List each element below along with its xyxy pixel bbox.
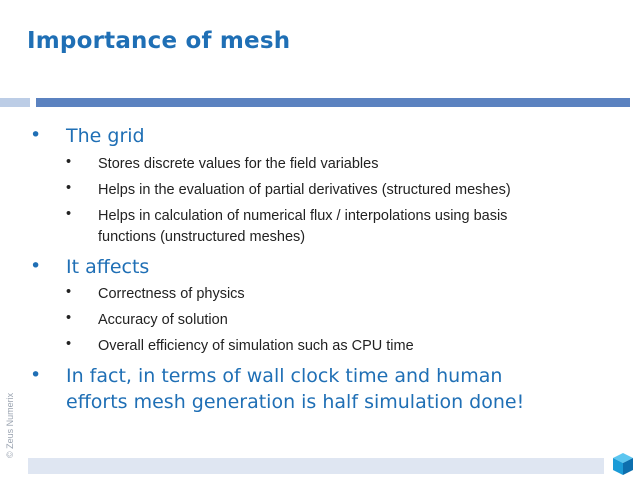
slide-title: Importance of mesh — [27, 28, 291, 54]
sub-bullet-text: Helps in the evaluation of partial derivatives (structured meshes) — [98, 182, 511, 198]
sub-bullet-dot: • — [66, 206, 72, 222]
sub-bullet-text: Correctness of physics — [98, 286, 245, 302]
bullet-dot: • — [30, 364, 42, 386]
sub-bullet-dot: • — [66, 180, 72, 196]
bullet-text-line-1: In fact, in terms of wall clock time and human — [66, 365, 503, 387]
sub-bullet-dot: • — [66, 284, 72, 300]
footer-band — [28, 458, 604, 474]
title-divider-left — [0, 98, 30, 107]
bullet-text: The grid — [66, 125, 145, 147]
bullet-text: It affects — [66, 256, 150, 278]
sub-bullet-text: Overall efficiency of simulation such as CPU time — [98, 338, 414, 354]
bullet-dot: • — [30, 124, 42, 146]
bullet-text-line-2: efforts mesh generation is half simulation done! — [66, 391, 525, 413]
sub-bullet-text: functions (unstructured meshes) — [98, 229, 306, 245]
sub-bullet-dot: • — [66, 336, 72, 352]
sub-bullet-text: Helps in calculation of numerical flux / interpolations using basis — [98, 208, 508, 224]
title-divider — [36, 98, 630, 107]
sub-bullet-text: Stores discrete values for the field variables — [98, 156, 379, 172]
copyright-watermark: © Zeus Numerix — [5, 392, 15, 458]
sub-bullet-dot: • — [66, 154, 72, 170]
sub-bullet-text: Accuracy of solution — [98, 312, 228, 328]
cube-logo-icon — [612, 452, 634, 476]
bullet-dot: • — [30, 255, 42, 277]
sub-bullet-dot: • — [66, 310, 72, 326]
